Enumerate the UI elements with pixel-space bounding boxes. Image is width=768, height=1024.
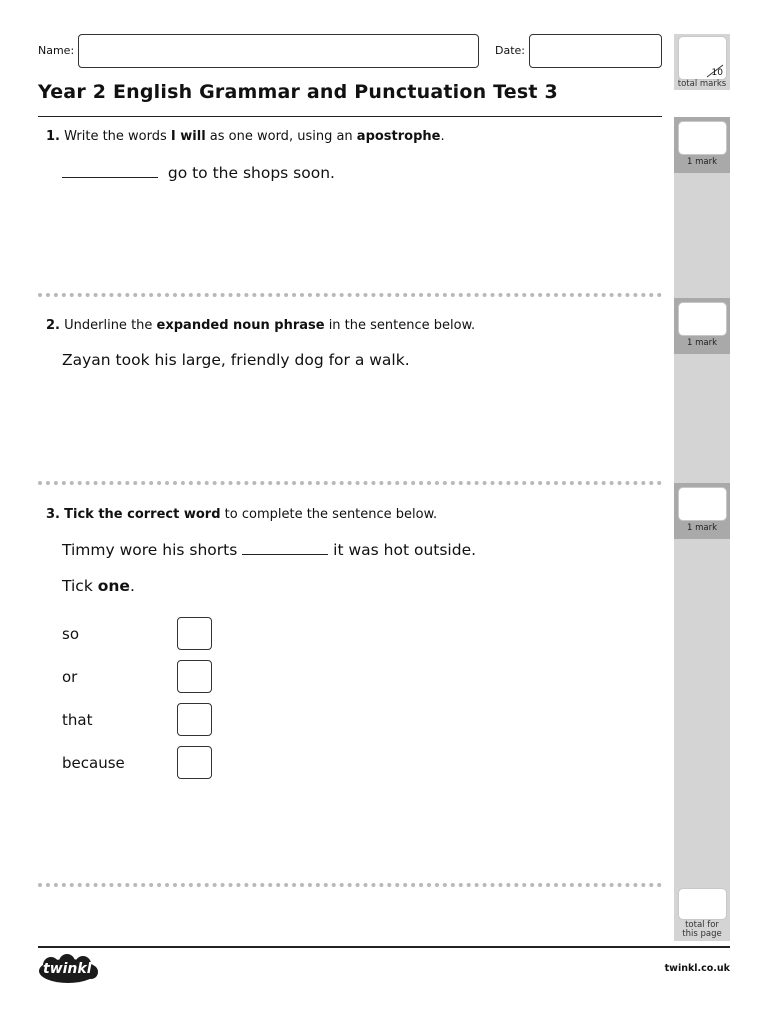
q3-tick-instruction bbox=[62, 577, 135, 595]
date-label: Date: bbox=[495, 44, 525, 57]
total-marks-label: total marks bbox=[677, 79, 727, 89]
q2-prompt-text: Underline the bbox=[64, 318, 157, 333]
separator-1 bbox=[38, 293, 662, 297]
website-link[interactable]: twinkl.co.uk bbox=[664, 963, 730, 974]
q3-mark-box[interactable] bbox=[678, 487, 727, 521]
total-marks-value: 10 bbox=[711, 68, 723, 78]
option-or-label: or bbox=[62, 668, 78, 686]
twinkl-logo-text: twinkl bbox=[43, 961, 92, 977]
q1-prompt-text: Write the words bbox=[64, 129, 171, 144]
q1-prompt bbox=[46, 129, 445, 144]
q3-sentence-end: it was hot outside. bbox=[333, 541, 477, 559]
total-marks-panel bbox=[674, 34, 730, 90]
page-title: Year 2 English Grammar and Punctuation Test 3 bbox=[38, 81, 558, 103]
option-that-label: that bbox=[62, 711, 93, 729]
q1-prompt-end: . bbox=[440, 129, 445, 144]
twinkl-logo bbox=[37, 954, 99, 986]
q2-prompt-bold: expanded noun phrase bbox=[156, 318, 325, 333]
q3-mark-label: 1 mark bbox=[686, 523, 717, 533]
page-total-label-line-2: this page bbox=[682, 929, 722, 939]
page-total-label-line-1: total for bbox=[685, 920, 719, 930]
q3-prompt-bold: Tick the correct word bbox=[64, 507, 221, 522]
separator-3 bbox=[38, 883, 662, 887]
name-field[interactable] bbox=[78, 34, 479, 68]
q1-answer-blank[interactable] bbox=[62, 163, 158, 178]
q3-prompt bbox=[46, 507, 437, 522]
q1-sentence bbox=[62, 163, 335, 182]
q1-prompt-bold: I will bbox=[170, 129, 206, 144]
q3-prompt-end: to complete the sentence below. bbox=[220, 507, 438, 522]
q3-sentence-blank bbox=[242, 540, 328, 555]
page-total-box[interactable] bbox=[678, 888, 727, 920]
q2-prompt-end: in the sentence below. bbox=[324, 318, 476, 333]
q1-mark-panel bbox=[674, 117, 730, 173]
q2-number: 2. bbox=[46, 318, 60, 333]
q3-sentence bbox=[62, 540, 476, 559]
q1-number: 1. bbox=[46, 129, 60, 144]
q2-mark-label: 1 mark bbox=[686, 338, 717, 348]
q1-mark-box[interactable] bbox=[678, 121, 727, 155]
footer-divider bbox=[38, 946, 730, 948]
q2-mark-panel bbox=[674, 298, 730, 354]
option-so-checkbox[interactable] bbox=[177, 617, 212, 650]
page-total-label bbox=[674, 921, 730, 939]
q2-prompt bbox=[46, 318, 475, 333]
date-field[interactable] bbox=[529, 34, 662, 68]
q1-prompt-text-2: as one word, using an bbox=[205, 129, 357, 144]
option-so-label: so bbox=[62, 625, 79, 643]
option-because-checkbox[interactable] bbox=[177, 746, 212, 779]
q2-sentence[interactable]: Zayan took his large, friendly dog for a walk. bbox=[62, 351, 410, 369]
q1-prompt-bold-2: apostrophe bbox=[356, 129, 441, 144]
q3-tick-end: . bbox=[129, 577, 135, 595]
title-divider bbox=[38, 116, 662, 117]
total-marks-box[interactable] bbox=[678, 36, 727, 80]
q3-tick-text: Tick bbox=[62, 577, 98, 595]
name-label: Name: bbox=[38, 44, 75, 57]
q3-number: 3. bbox=[46, 507, 60, 522]
q3-mark-panel bbox=[674, 483, 730, 539]
q2-mark-box[interactable] bbox=[678, 302, 727, 336]
option-because-label: because bbox=[62, 754, 125, 772]
q3-tick-bold: one bbox=[97, 577, 130, 595]
q3-sentence-start: Timmy wore his shorts bbox=[62, 541, 238, 559]
separator-2 bbox=[38, 481, 662, 485]
q1-mark-label: 1 mark bbox=[686, 157, 717, 167]
q1-sentence-text: go to the shops soon. bbox=[167, 164, 335, 182]
option-that-checkbox[interactable] bbox=[177, 703, 212, 736]
option-or-checkbox[interactable] bbox=[177, 660, 212, 693]
